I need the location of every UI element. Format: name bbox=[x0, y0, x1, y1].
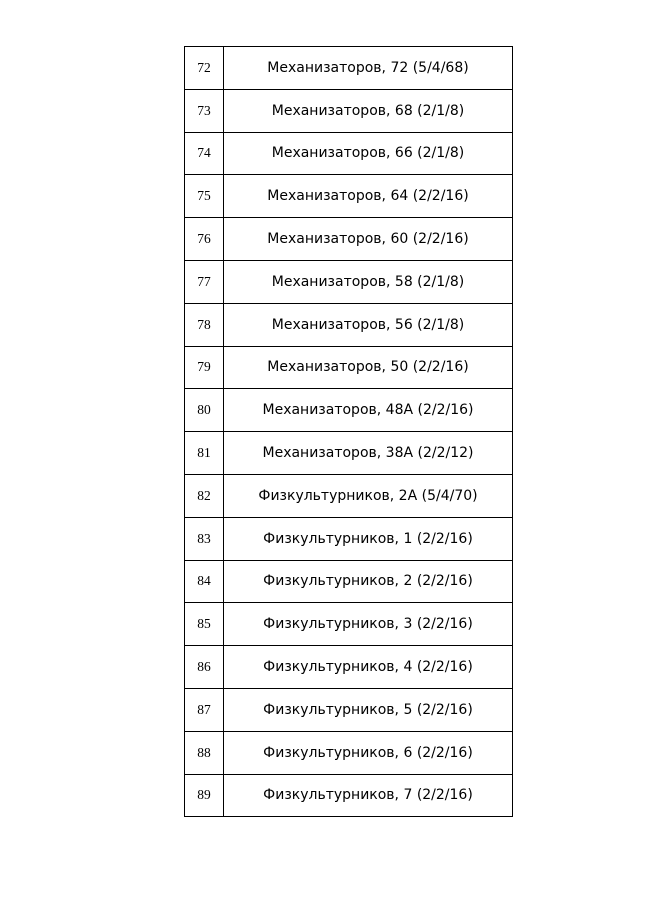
row-address: Механизаторов, 38А (2/2/12) bbox=[224, 432, 513, 475]
table-row bbox=[185, 389, 513, 432]
table-row bbox=[185, 432, 513, 475]
row-number: 81 bbox=[185, 432, 224, 475]
row-address: Механизаторов, 72 (5/4/68) bbox=[224, 47, 513, 90]
row-number: 79 bbox=[185, 346, 224, 389]
row-address: Физкультурников, 4 (2/2/16) bbox=[224, 646, 513, 689]
row-number: 87 bbox=[185, 688, 224, 731]
row-number: 74 bbox=[185, 132, 224, 175]
row-address: Физкультурников, 2А (5/4/70) bbox=[224, 474, 513, 517]
table-row bbox=[185, 603, 513, 646]
row-address: Механизаторов, 66 (2/1/8) bbox=[224, 132, 513, 175]
row-address: Физкультурников, 7 (2/2/16) bbox=[224, 774, 513, 817]
table-row bbox=[185, 774, 513, 817]
table-row bbox=[185, 517, 513, 560]
row-number: 84 bbox=[185, 560, 224, 603]
row-address: Физкультурников, 3 (2/2/16) bbox=[224, 603, 513, 646]
row-number: 83 bbox=[185, 517, 224, 560]
row-number: 88 bbox=[185, 731, 224, 774]
table-row bbox=[185, 89, 513, 132]
row-address: Механизаторов, 68 (2/1/8) bbox=[224, 89, 513, 132]
row-address: Механизаторов, 60 (2/2/16) bbox=[224, 218, 513, 261]
row-address: Физкультурников, 1 (2/2/16) bbox=[224, 517, 513, 560]
address-table-body bbox=[185, 47, 513, 817]
table-row bbox=[185, 303, 513, 346]
table-row bbox=[185, 646, 513, 689]
table-row bbox=[185, 346, 513, 389]
address-table bbox=[184, 46, 513, 817]
row-number: 78 bbox=[185, 303, 224, 346]
row-number: 76 bbox=[185, 218, 224, 261]
row-address: Механизаторов, 56 (2/1/8) bbox=[224, 303, 513, 346]
row-number: 82 bbox=[185, 474, 224, 517]
row-number: 77 bbox=[185, 260, 224, 303]
row-address: Механизаторов, 50 (2/2/16) bbox=[224, 346, 513, 389]
table-row bbox=[185, 731, 513, 774]
row-number: 75 bbox=[185, 175, 224, 218]
row-number: 89 bbox=[185, 774, 224, 817]
table-row bbox=[185, 560, 513, 603]
row-number: 73 bbox=[185, 89, 224, 132]
table-row bbox=[185, 132, 513, 175]
table-row bbox=[185, 688, 513, 731]
row-address: Механизаторов, 48А (2/2/16) bbox=[224, 389, 513, 432]
table-row bbox=[185, 218, 513, 261]
row-number: 80 bbox=[185, 389, 224, 432]
row-number: 86 bbox=[185, 646, 224, 689]
row-address: Физкультурников, 5 (2/2/16) bbox=[224, 688, 513, 731]
table-row bbox=[185, 47, 513, 90]
table-row bbox=[185, 474, 513, 517]
row-number: 85 bbox=[185, 603, 224, 646]
table-row bbox=[185, 175, 513, 218]
row-address: Физкультурников, 2 (2/2/16) bbox=[224, 560, 513, 603]
row-address: Физкультурников, 6 (2/2/16) bbox=[224, 731, 513, 774]
row-address: Механизаторов, 58 (2/1/8) bbox=[224, 260, 513, 303]
table-row bbox=[185, 260, 513, 303]
row-number: 72 bbox=[185, 47, 224, 90]
row-address: Механизаторов, 64 (2/2/16) bbox=[224, 175, 513, 218]
